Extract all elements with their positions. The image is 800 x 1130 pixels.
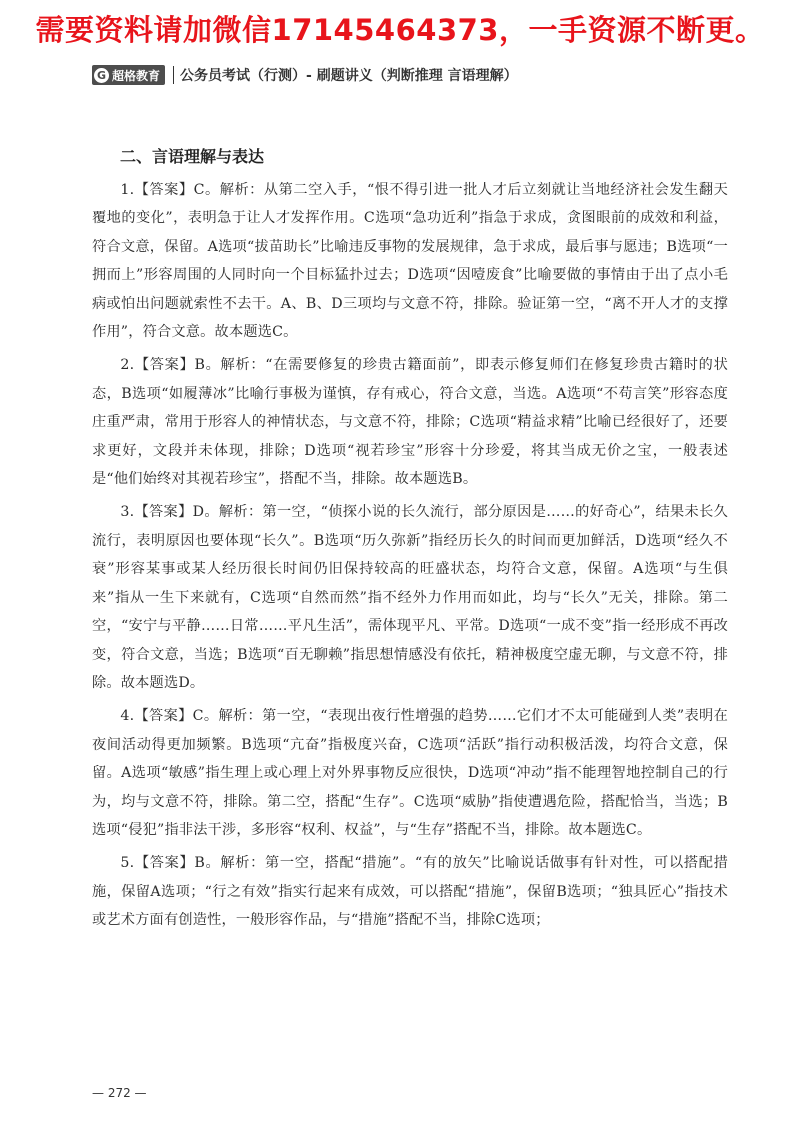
answer-content (92, 176, 728, 940)
answer-text: 解析：“在需要修复的珍贵古籍面前”，即表示修复师们在修复珍贵古籍时的状态，B选项“如履薄冰”比喻行事极为谨慎，存有戒心，符合文意，当选。A选项“不苟言笑”形容态度庄重严肃，常用于形容人的神情状态，与文意不符，排除；C选项“精益求精”比喻已经很好了，还要求更好，文段并未体现，排除；D选项“视若珍宝”形容十分珍爱，将其当成无价之宝，一般表述是“他们始终对其视若珍宝”，搭配不当，排除。故本题选B。 (92, 357, 728, 488)
logo-g-icon: G (94, 68, 109, 83)
page-header (92, 64, 518, 86)
answer-label: 1.【答案】C。 (120, 182, 220, 198)
header-title: 公务员考试（行测）- 刷题讲义（判断推理 言语理解） (180, 68, 518, 84)
logo-text: 超格教育 (112, 68, 161, 83)
answer-text: 解析：第一空，搭配“措施”。“有的放矢”比喻说话做事有针对性，可以搭配措施，保留A选项；“行之有效”指实行起来有成效，可以搭配“措施”，保留B选项；“独具匠心”指技术或艺术方面有创造性，一般形容作品，与“措施”搭配不当，排除C选项； (92, 855, 728, 929)
answer-paragraph-2 (92, 351, 728, 493)
brand-logo (92, 65, 165, 85)
answer-label: 5.【答案】B。 (120, 855, 221, 872)
answer-paragraph-5 (92, 849, 728, 934)
answer-text: 解析：从第二空入手，“恨不得引进一批人才后立刻就让当地经济社会发生翻天覆地的变化”，表明急于让人才发挥作用。C选项“急功近利”指急于求成，贪图眼前的成效和利益，符合文意，保留。A选项“拔苗助长”比喻违反事物的发展规律，急于求成，最后事与愿违；B选项“一拥而上”形容周围的人同时向一个目标猛扑过去；D选项“因噎废食”比喻要做的事情由于出了点小毛病或怕出问题就索性不去干。A、B、D三项均与文意不符，排除。验证第一空，“离不开人才的支撑作用”，符合文意。故本题选C。 (92, 182, 728, 341)
page-number: — 272 — (92, 1086, 147, 1100)
promo-banner: 需要资料请加微信17145464373，一手资源不断更。 (35, 13, 765, 47)
answer-paragraph-3 (92, 498, 728, 697)
answer-label: 4.【答案】C。 (120, 708, 219, 725)
answer-paragraph-4 (92, 702, 728, 844)
section-title: 二、言语理解与表达 (120, 147, 265, 166)
header-divider (173, 66, 174, 84)
answer-paragraph-1 (92, 176, 728, 346)
answer-text: 解析：第一空，“侦探小说的长久流行，部分原因是……的好奇心”，结果未长久流行，表明原因也要体现“长久”。B选项“历久弥新”指经历长久的时间而更加鲜活，D选项“经久不衰”形容某事或某人经历很长时间仍旧保持较高的旺盛状态，均符合文意，保留。A选项“与生俱来”指从一生下来就有，C选项“自然而然”指不经外力作用而如此，均与“长久”无关，排除。第二空，“安宁与平静……日常……平凡生活”，需体现平凡、平常。D选项“一成不变”指一经形成不再改变，符合文意，当选；B选项“百无聊赖”指思想情感没有依托，精神极度空虚无聊，与文意不符，排除。故本题选D。 (92, 504, 728, 691)
answer-text: 解析：第一空，“表现出夜行性增强的趋势……它们才不太可能碰到人类”表明在夜间活动得更加频繁。B选项“亢奋”指极度兴奋，C选项“活跃”指行动积极活泼，均符合文意，保留。A选项“敏感”指生理上或心理上对外界事物反应很快，D选项“冲动”指不能理智地控制自己的行为，均与文意不符，排除。第二空，搭配“生存”。C选项“威胁”指使遭遇危险，搭配恰当，当选；B选项“侵犯”指非法干涉，多形容“权利、权益”，与“生存”搭配不当，排除。故本题选C。 (92, 708, 728, 838)
answer-label: 2.【答案】B。 (120, 357, 221, 374)
answer-label: 3.【答案】D。 (120, 504, 219, 521)
